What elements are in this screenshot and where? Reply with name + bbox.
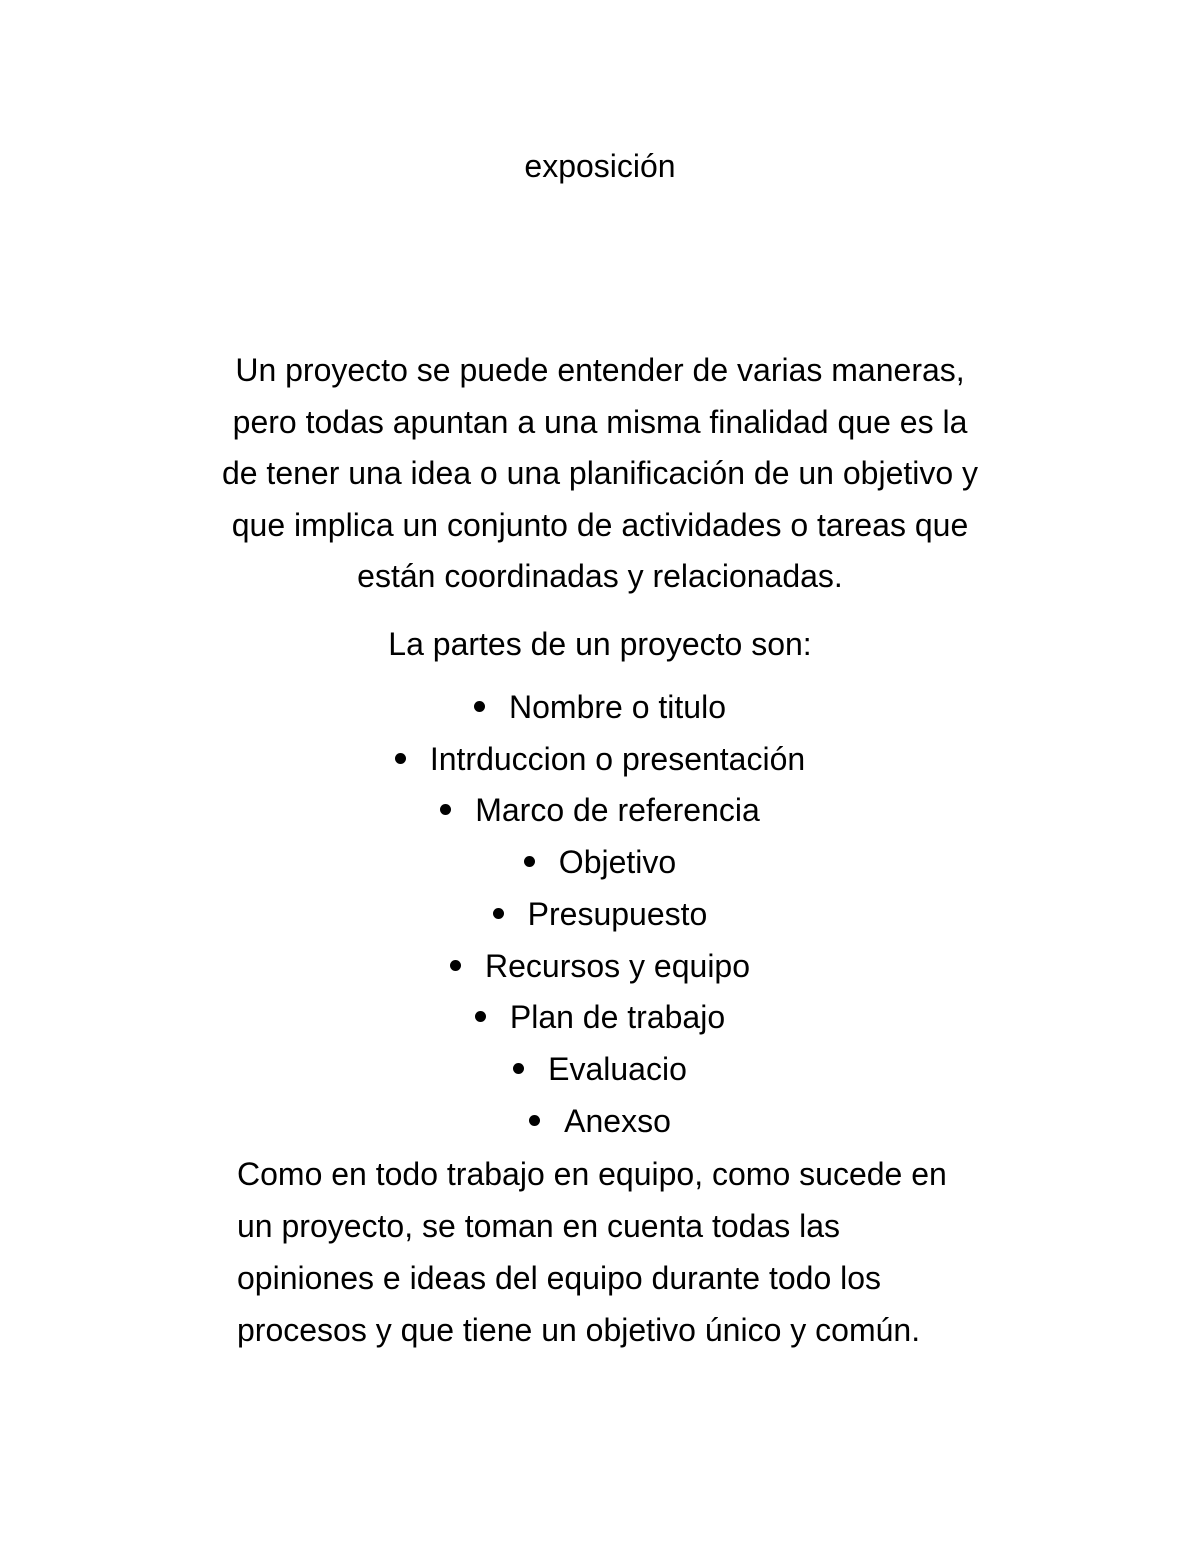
- bullet-icon: [493, 908, 504, 919]
- list-item-label: Recursos y equipo: [484, 947, 751, 984]
- bullet-icon: [524, 856, 535, 867]
- bullet-icon: [529, 1115, 540, 1126]
- closing-line: opiniones e ideas del equipo durante todo los: [237, 1260, 882, 1296]
- intro-line: que implica un conjunto de actividades o tareas que: [231, 506, 969, 543]
- list-item-label: Nombre o titulo: [509, 689, 726, 725]
- intro-paragraph: [150, 345, 1050, 603]
- closing-line: un proyecto, se toman en cuenta todas las: [237, 1208, 841, 1244]
- list-item-label: Anexso: [564, 1102, 671, 1139]
- intro-line: pero todas apuntan a una misma finalidad que es la: [232, 403, 968, 440]
- intro-line: de tener una idea o una planificación de un objetivo y: [221, 455, 979, 491]
- list-item: [0, 785, 1200, 837]
- list-item: [0, 1096, 1200, 1148]
- intro-line: Un proyecto se puede entender de varias maneras,: [235, 352, 965, 388]
- list-item-label: Plan de trabajo: [509, 999, 726, 1036]
- list-item-label: Intrduccion o presentación: [429, 740, 806, 777]
- list-item: [0, 889, 1200, 941]
- list-item: [0, 734, 1200, 786]
- bullet-icon: [513, 1063, 524, 1074]
- intro-line: están coordinadas y relacionadas.: [357, 558, 843, 594]
- bullet-icon: [475, 1011, 486, 1022]
- list-item: [0, 837, 1200, 889]
- bullet-icon: [474, 701, 485, 712]
- list-item-label: Marco de referencia: [475, 792, 760, 829]
- bullet-icon: [440, 804, 451, 815]
- list-item: [0, 682, 1200, 734]
- list-item: [0, 992, 1200, 1044]
- bullet-icon: [450, 960, 461, 971]
- closing-line: Como en todo trabajo en equipo, como sucede en: [237, 1156, 947, 1192]
- list-item-label: Presupuesto: [527, 895, 708, 932]
- list-item-label: Objetivo: [558, 844, 677, 881]
- list-item: [0, 1044, 1200, 1096]
- parts-heading: La partes de un proyecto son:: [388, 626, 812, 662]
- list-item: [0, 941, 1200, 993]
- closing-line: procesos y que tiene un objetivo único y común.: [237, 1312, 921, 1348]
- bullet-icon: [395, 753, 406, 764]
- list-item-label: Evaluacio: [548, 1050, 687, 1087]
- parts-list: [0, 682, 1200, 1147]
- closing-paragraph: [237, 1148, 1057, 1356]
- document-title: exposición: [524, 148, 676, 184]
